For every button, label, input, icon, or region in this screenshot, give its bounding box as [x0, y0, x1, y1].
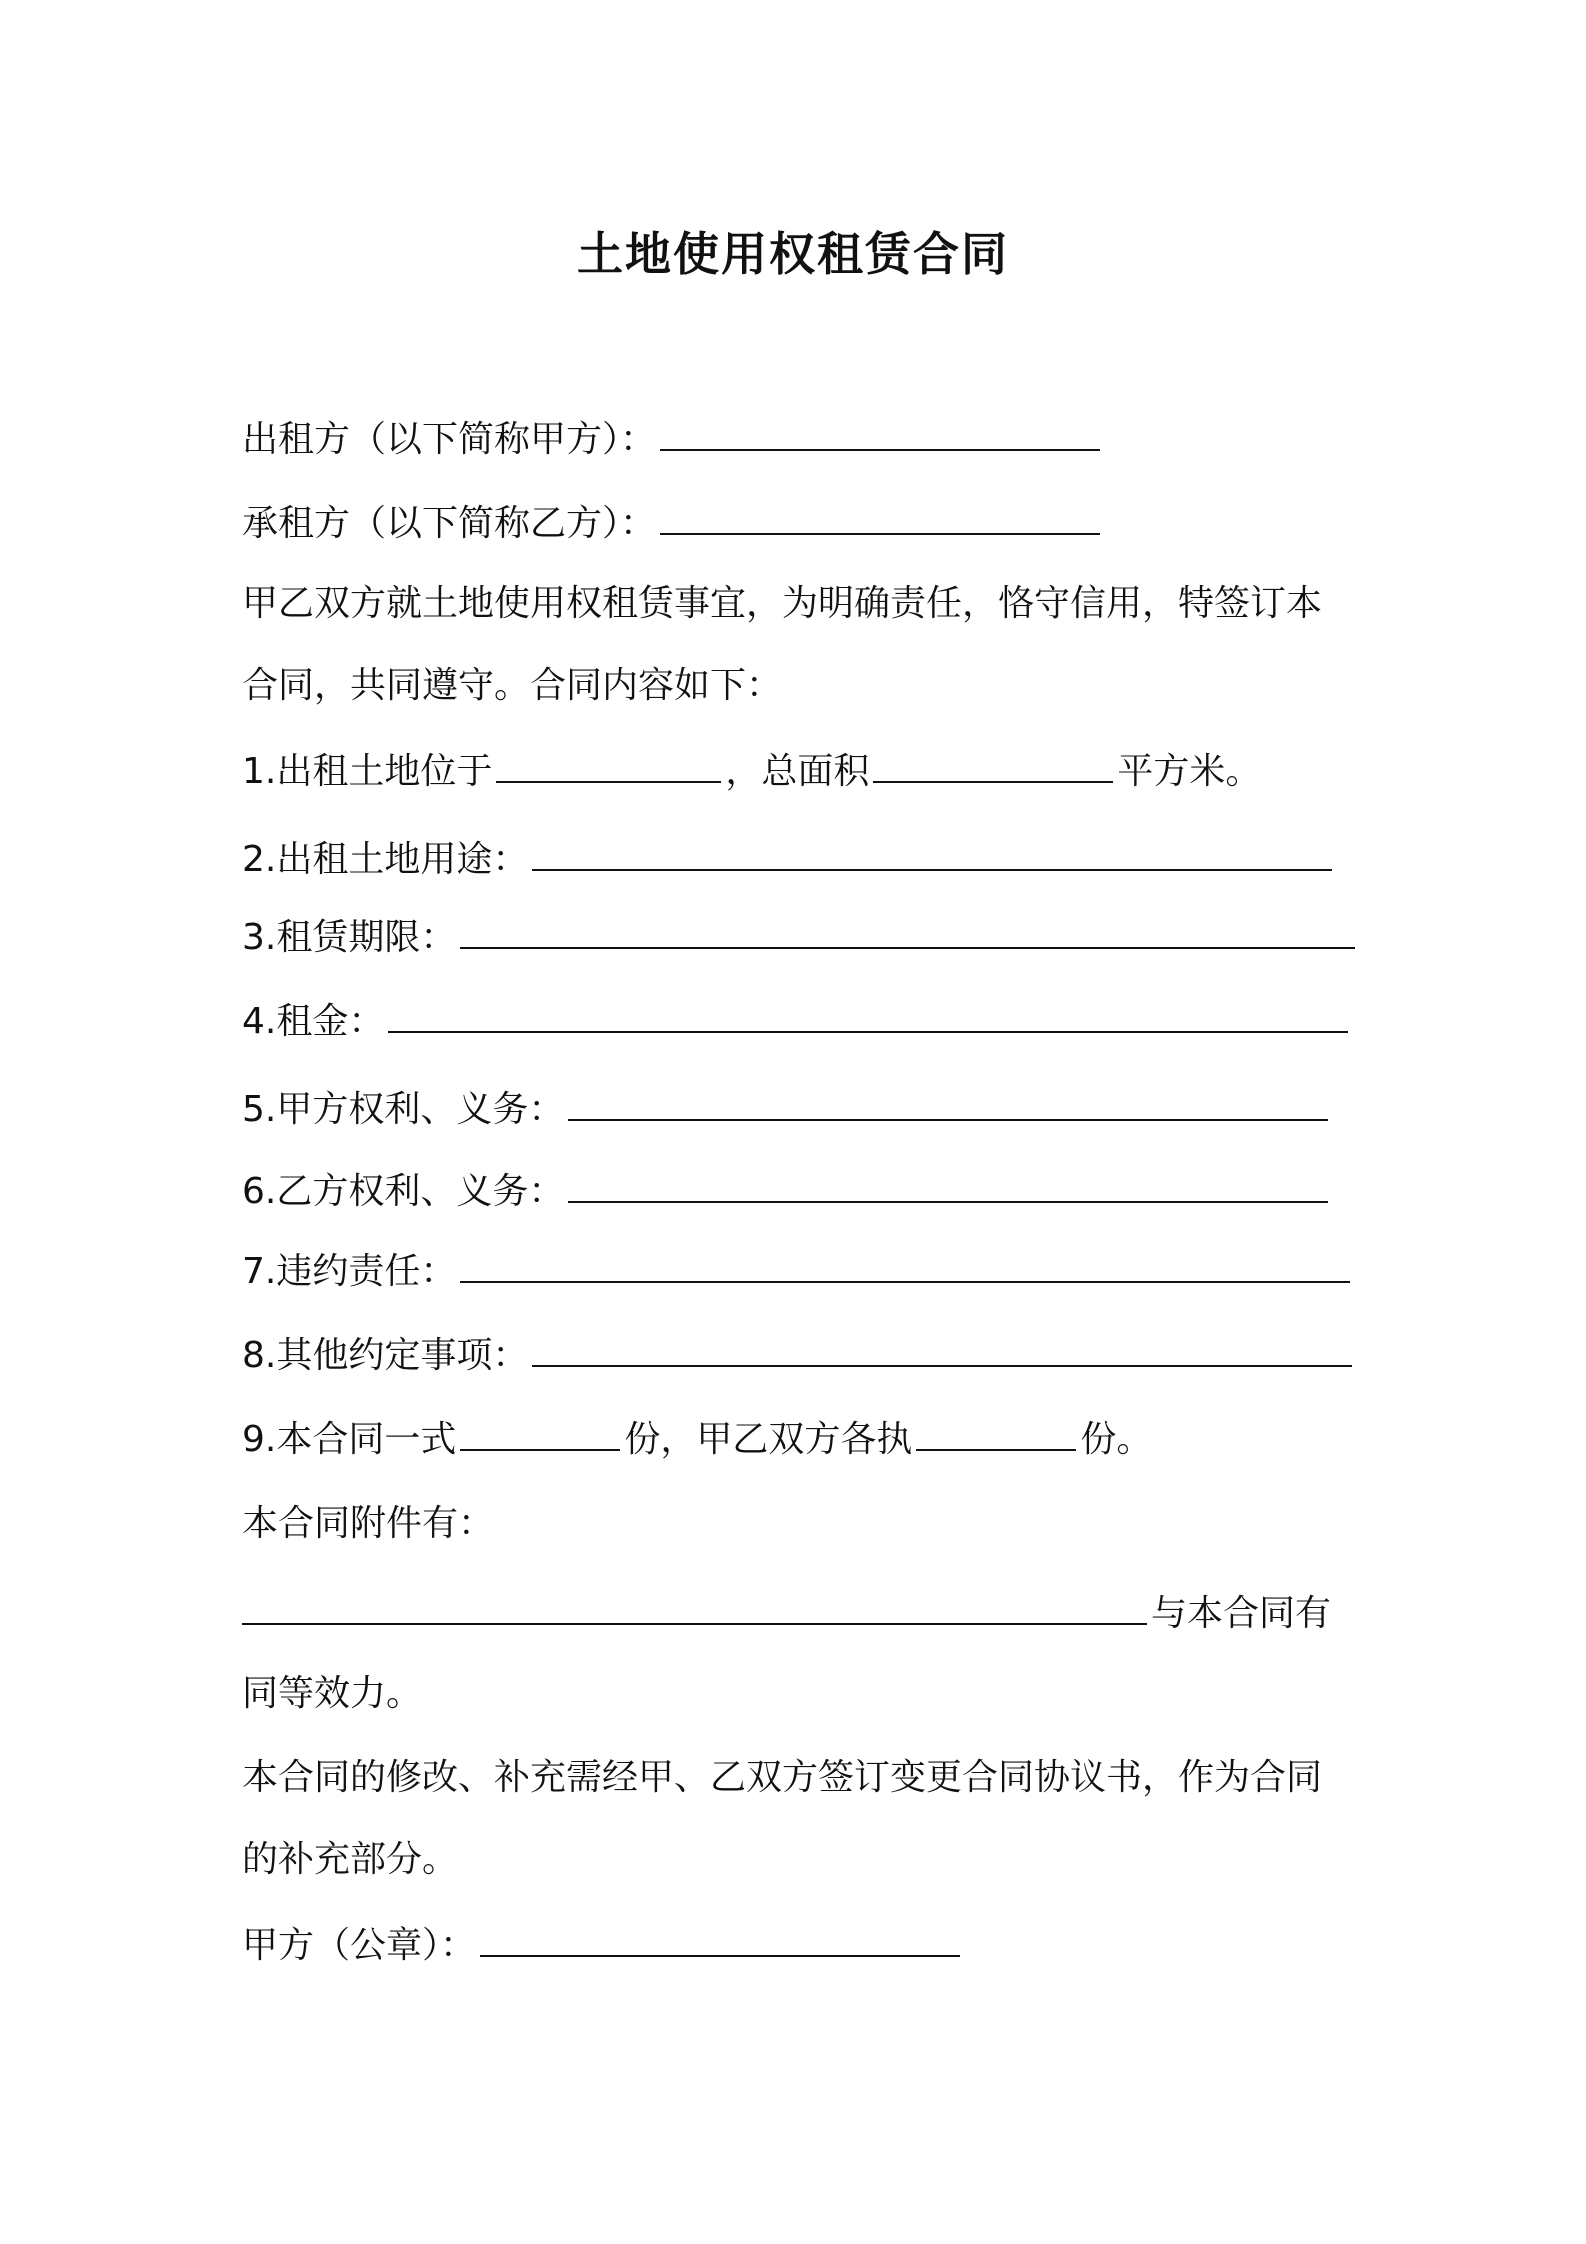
clause-1-part-1: 1.出租土地位于 [242, 751, 493, 792]
party-a-seal-blank[interactable] [480, 1925, 960, 1957]
clause-2 [242, 838, 1336, 882]
attachments-suffix: 与本合同有 [1151, 1593, 1332, 1634]
rent-blank[interactable] [388, 1001, 1348, 1033]
clause-9 [242, 1418, 1152, 1462]
lessee-label: 承租方（以下简称乙方）： [242, 503, 657, 544]
clause-9-part-3: 份。 [1080, 1419, 1153, 1460]
amendment-line-1: 本合同的修改、补充需经甲、乙双方签订变更合同协议书，作为合同 [242, 1757, 1323, 1798]
clause-6 [242, 1170, 1332, 1214]
clause-4-label: 4.租金： [242, 1001, 385, 1042]
clause-3-label: 3.租赁期限： [242, 917, 457, 958]
clause-8-label: 8.其他约定事项： [242, 1335, 529, 1376]
party-a-seal-label: 甲方（公章）： [242, 1925, 477, 1966]
copies-total-blank[interactable] [460, 1419, 620, 1451]
party-a-seal-line [242, 1924, 964, 1968]
clause-7 [242, 1250, 1354, 1294]
breach-liability-blank[interactable] [460, 1251, 1350, 1283]
copies-each-blank[interactable] [916, 1419, 1076, 1451]
party-a-rights-blank[interactable] [568, 1089, 1328, 1121]
clause-7-label: 7.违约责任： [242, 1251, 457, 1292]
clause-1-part-2: ，总面积 [725, 751, 870, 792]
clause-9-part-2: 份，甲乙双方各执 [624, 1419, 913, 1460]
clause-5-label: 5.甲方权利、义务： [242, 1089, 565, 1130]
clause-1 [242, 750, 1261, 794]
lessee-line [242, 502, 1104, 546]
clause-2-label: 2.出租土地用途： [242, 839, 529, 880]
intro-line-2: 合同，共同遵守。合同内容如下： [242, 665, 783, 706]
other-matters-blank[interactable] [532, 1335, 1352, 1367]
clause-4 [242, 1000, 1352, 1044]
attachments-line [242, 1592, 1331, 1636]
clause-1-part-3: 平方米。 [1117, 751, 1262, 792]
land-location-blank[interactable] [496, 751, 721, 783]
lessor-line [242, 418, 1104, 462]
document-title: 土地使用权租赁合同 [577, 227, 1009, 281]
clause-6-label: 6.乙方权利、义务： [242, 1171, 565, 1212]
attachments-blank[interactable] [242, 1593, 1147, 1625]
land-use-blank[interactable] [532, 839, 1332, 871]
clause-3 [242, 916, 1359, 960]
lessor-label: 出租方（以下简称甲方）： [242, 419, 657, 460]
lessor-blank[interactable] [660, 419, 1100, 451]
clause-8 [242, 1334, 1356, 1378]
amendment-line-2: 的补充部分。 [242, 1839, 459, 1880]
clause-5 [242, 1088, 1332, 1132]
intro-line-1: 甲乙双方就土地使用权租赁事宜，为明确责任，恪守信用，特签订本 [242, 583, 1323, 624]
attachments-line-2: 同等效力。 [242, 1673, 423, 1714]
land-area-blank[interactable] [873, 751, 1113, 783]
clause-9-part-1: 9.本合同一式 [242, 1419, 457, 1460]
lease-term-blank[interactable] [460, 917, 1355, 949]
lessee-blank[interactable] [660, 503, 1100, 535]
attachments-label: 本合同附件有： [242, 1503, 495, 1544]
party-b-rights-blank[interactable] [568, 1171, 1328, 1203]
